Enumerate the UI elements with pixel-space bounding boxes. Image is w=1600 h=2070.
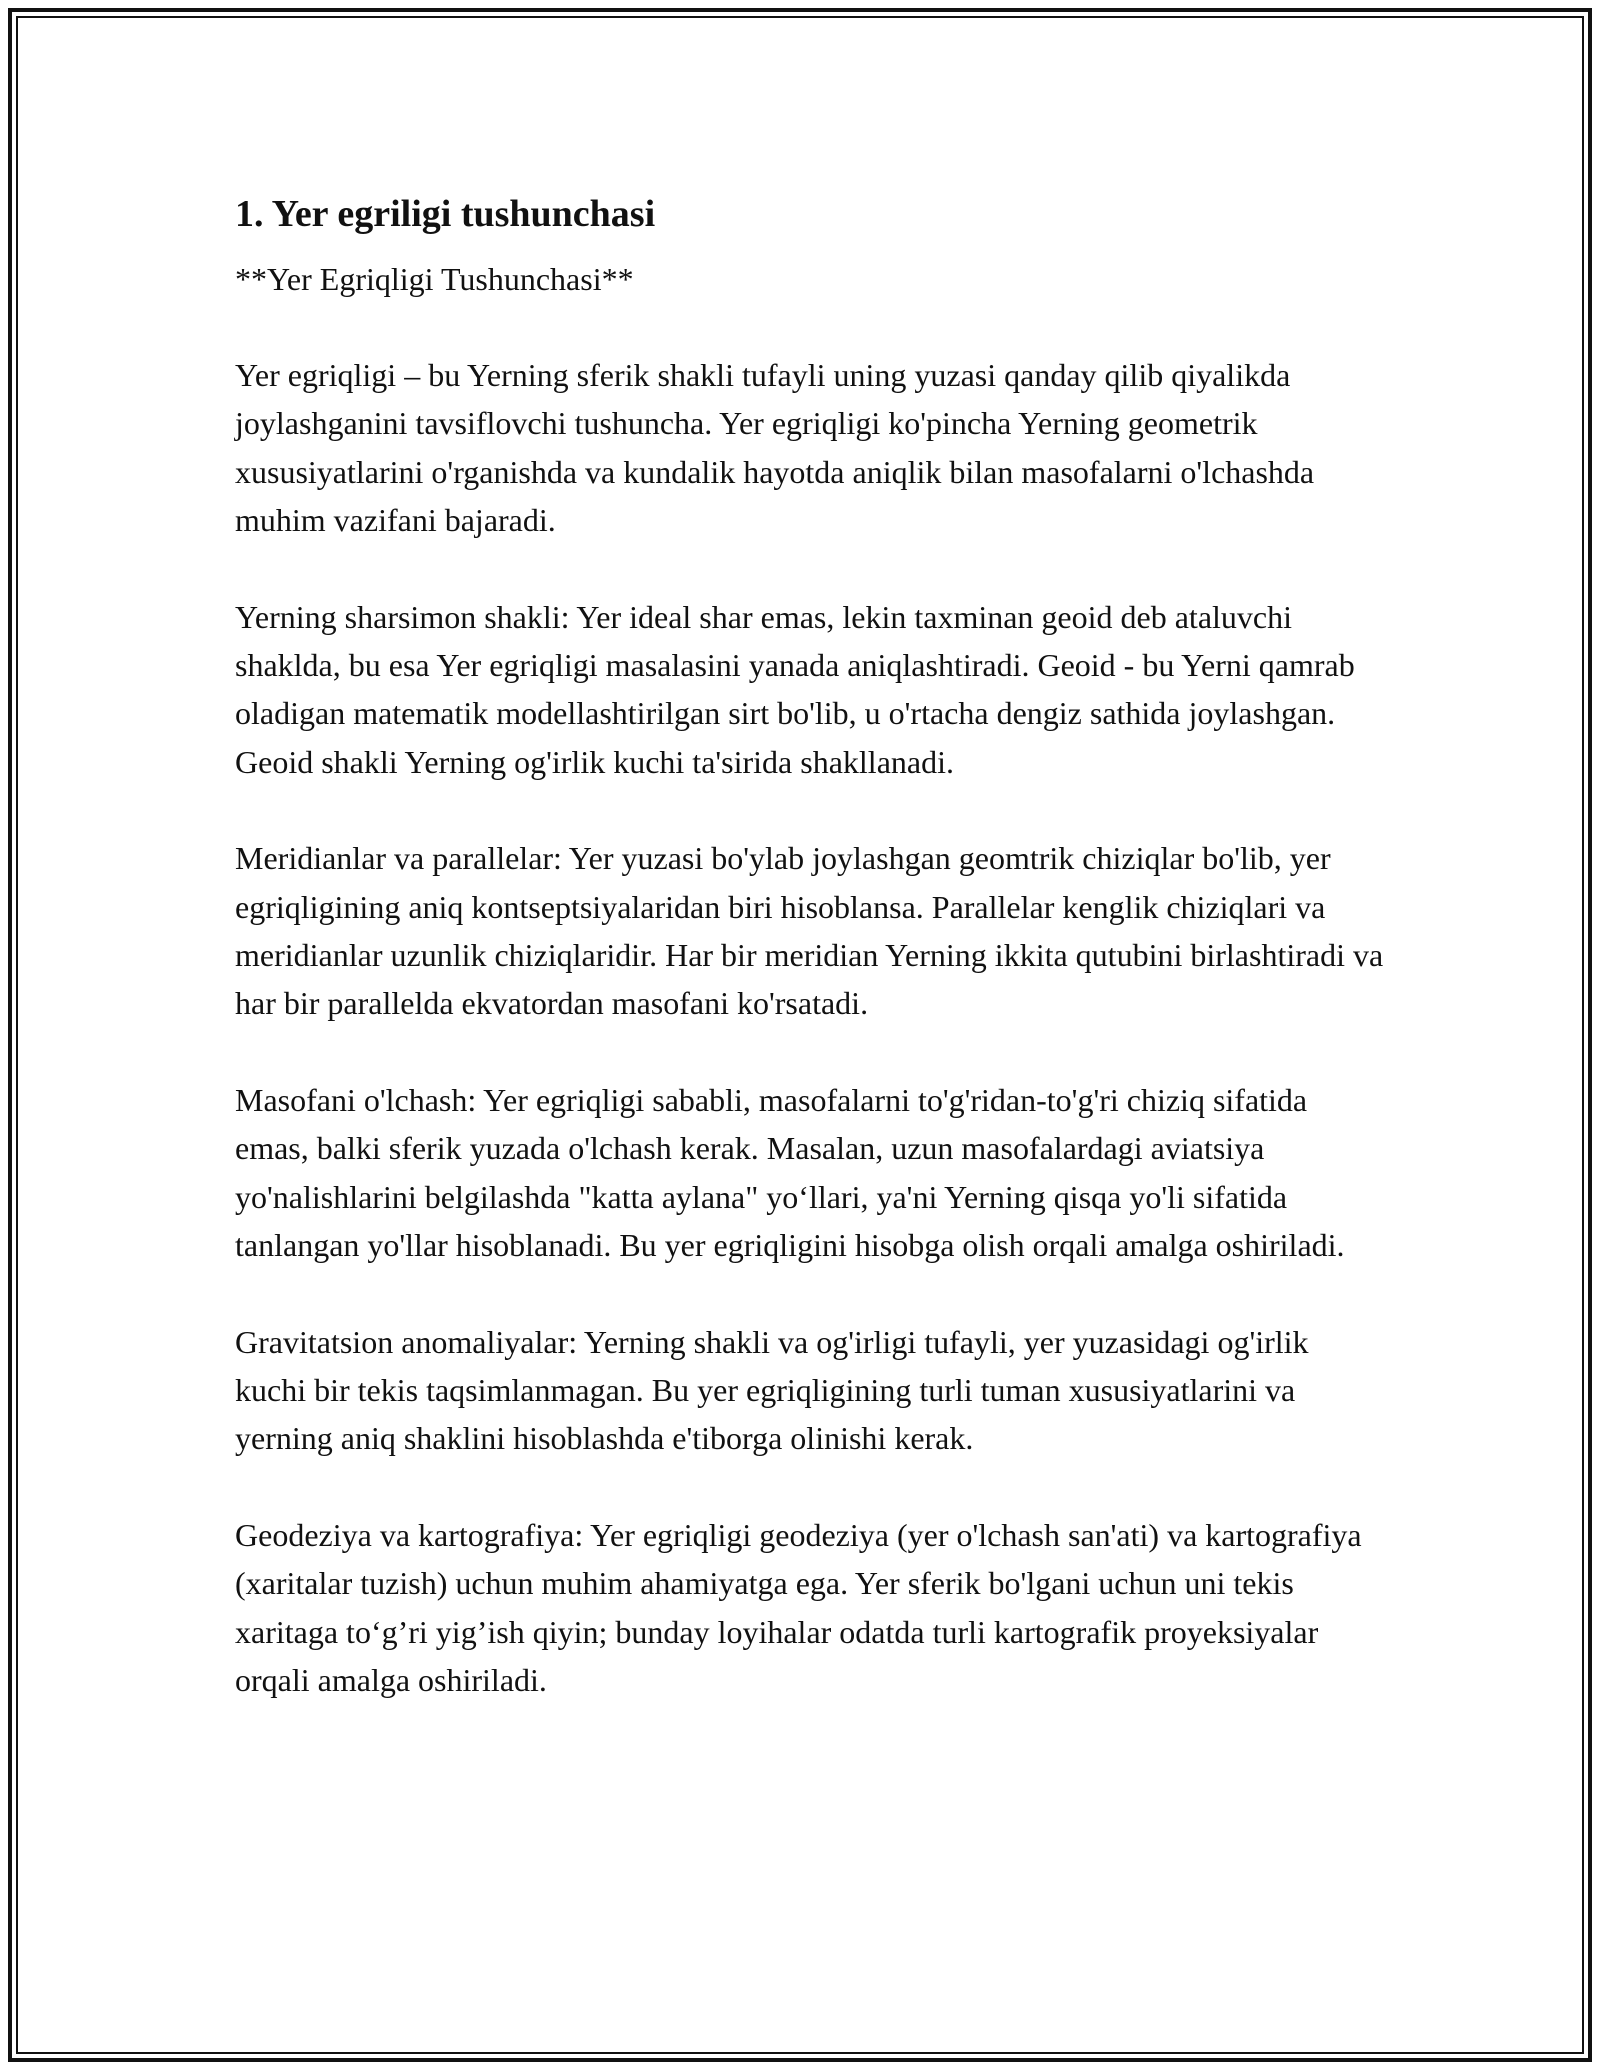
section-heading: 1. Yer egriligi tushunchasi bbox=[235, 193, 656, 235]
paragraph-meridians-parallels: Meridianlar va parallelar: Yer yuzasi bo'ylab joylashgan geomtrik chiziqlar bo'lib, yer egriqligining aniq kontseptsiyalaridan biri hisoblansa. Parallelar kenglik chiziqlari va meridianlar uzunlik chiziqlaridir. Har bir meridian Yerning ikkita qutubini birlashtiradi va har bir parallelda ekvatordan masofani ko'rsatadi. bbox=[235, 840, 1384, 1022]
paragraph-distance-measurement: Masofani o'lchash: Yer egriqligi sababli, masofalarni to'g'ridan-to'g'ri chiziq sifatida emas, balki sferik yuzada o'lchash kerak. Masalan, uzun masofalardagi aviatsiya yo'nalishlarini belgilashda "katta aylana" yo‘llari, ya'ni Yerning qisqa yo'li sifatida tanlangan yo'llar hisoblanadi. Bu yer egriqligini hisobga olish orqali amalga oshiriladi. bbox=[235, 1081, 1345, 1264]
paragraph-geodesy-cartography: Geodeziya va kartografiya: Yer egriqligi geodeziya (yer o'lchash san'ati) va kartografiya (xaritalar tuzish) uchun muhim ahamiyatga ega. Yer sferik bo'lgani uchun uni tekis xaritaga to‘g’ri yig’ish qiyin; bunday loyihalar odatda turli kartografik proyeksiyalar orqali amalga oshiriladi. bbox=[235, 1516, 1362, 1698]
section-subtitle: **Yer Egriqligi Tushunchasi** bbox=[235, 261, 634, 297]
paragraph-spherical-shape: Yerning sharsimon shakli: Yer ideal shar emas, lekin taxminan geoid deb ataluvchi shakldа, bu esa Yer egriqligi masalasini yanada aniqlashtiradi. Geoid - bu Yerni qamrab oladigan matematik modellashtirilgan sirt bo'lib, u o'rtacha dengiz sathida joylashgan. Geoid shakli Yerning og'irlik kuchi ta'sirida shakllanadi. bbox=[235, 598, 1355, 780]
paragraph-definition: Yer egriqligi – bu Yerning sferik shakli tufayli uning yuzasi qanday qilib qiyalikda joylashganini tavsiflovchi tushuncha. Yer egriqligi ko'pincha Yerning geometrik xususiyatlarini o'rganishda va kundalik hayotda aniqlik bilan masofalarni o'lchashda muhim vazifani bajaradi. bbox=[235, 357, 1315, 539]
document-body bbox=[235, 185, 1385, 1704]
paragraph-gravity-anomalies: Gravitatsion anomaliyalar: Yerning shakli va og'irligi tufayli, yer yuzasidagi og'irlik kuchi bir tekis taqsimlanmagan. Bu yer egriqligining turli tuman xususiyatlarini va yerning aniq shaklini hisoblashda e'tiborga olinishi kerak. bbox=[235, 1323, 1309, 1457]
